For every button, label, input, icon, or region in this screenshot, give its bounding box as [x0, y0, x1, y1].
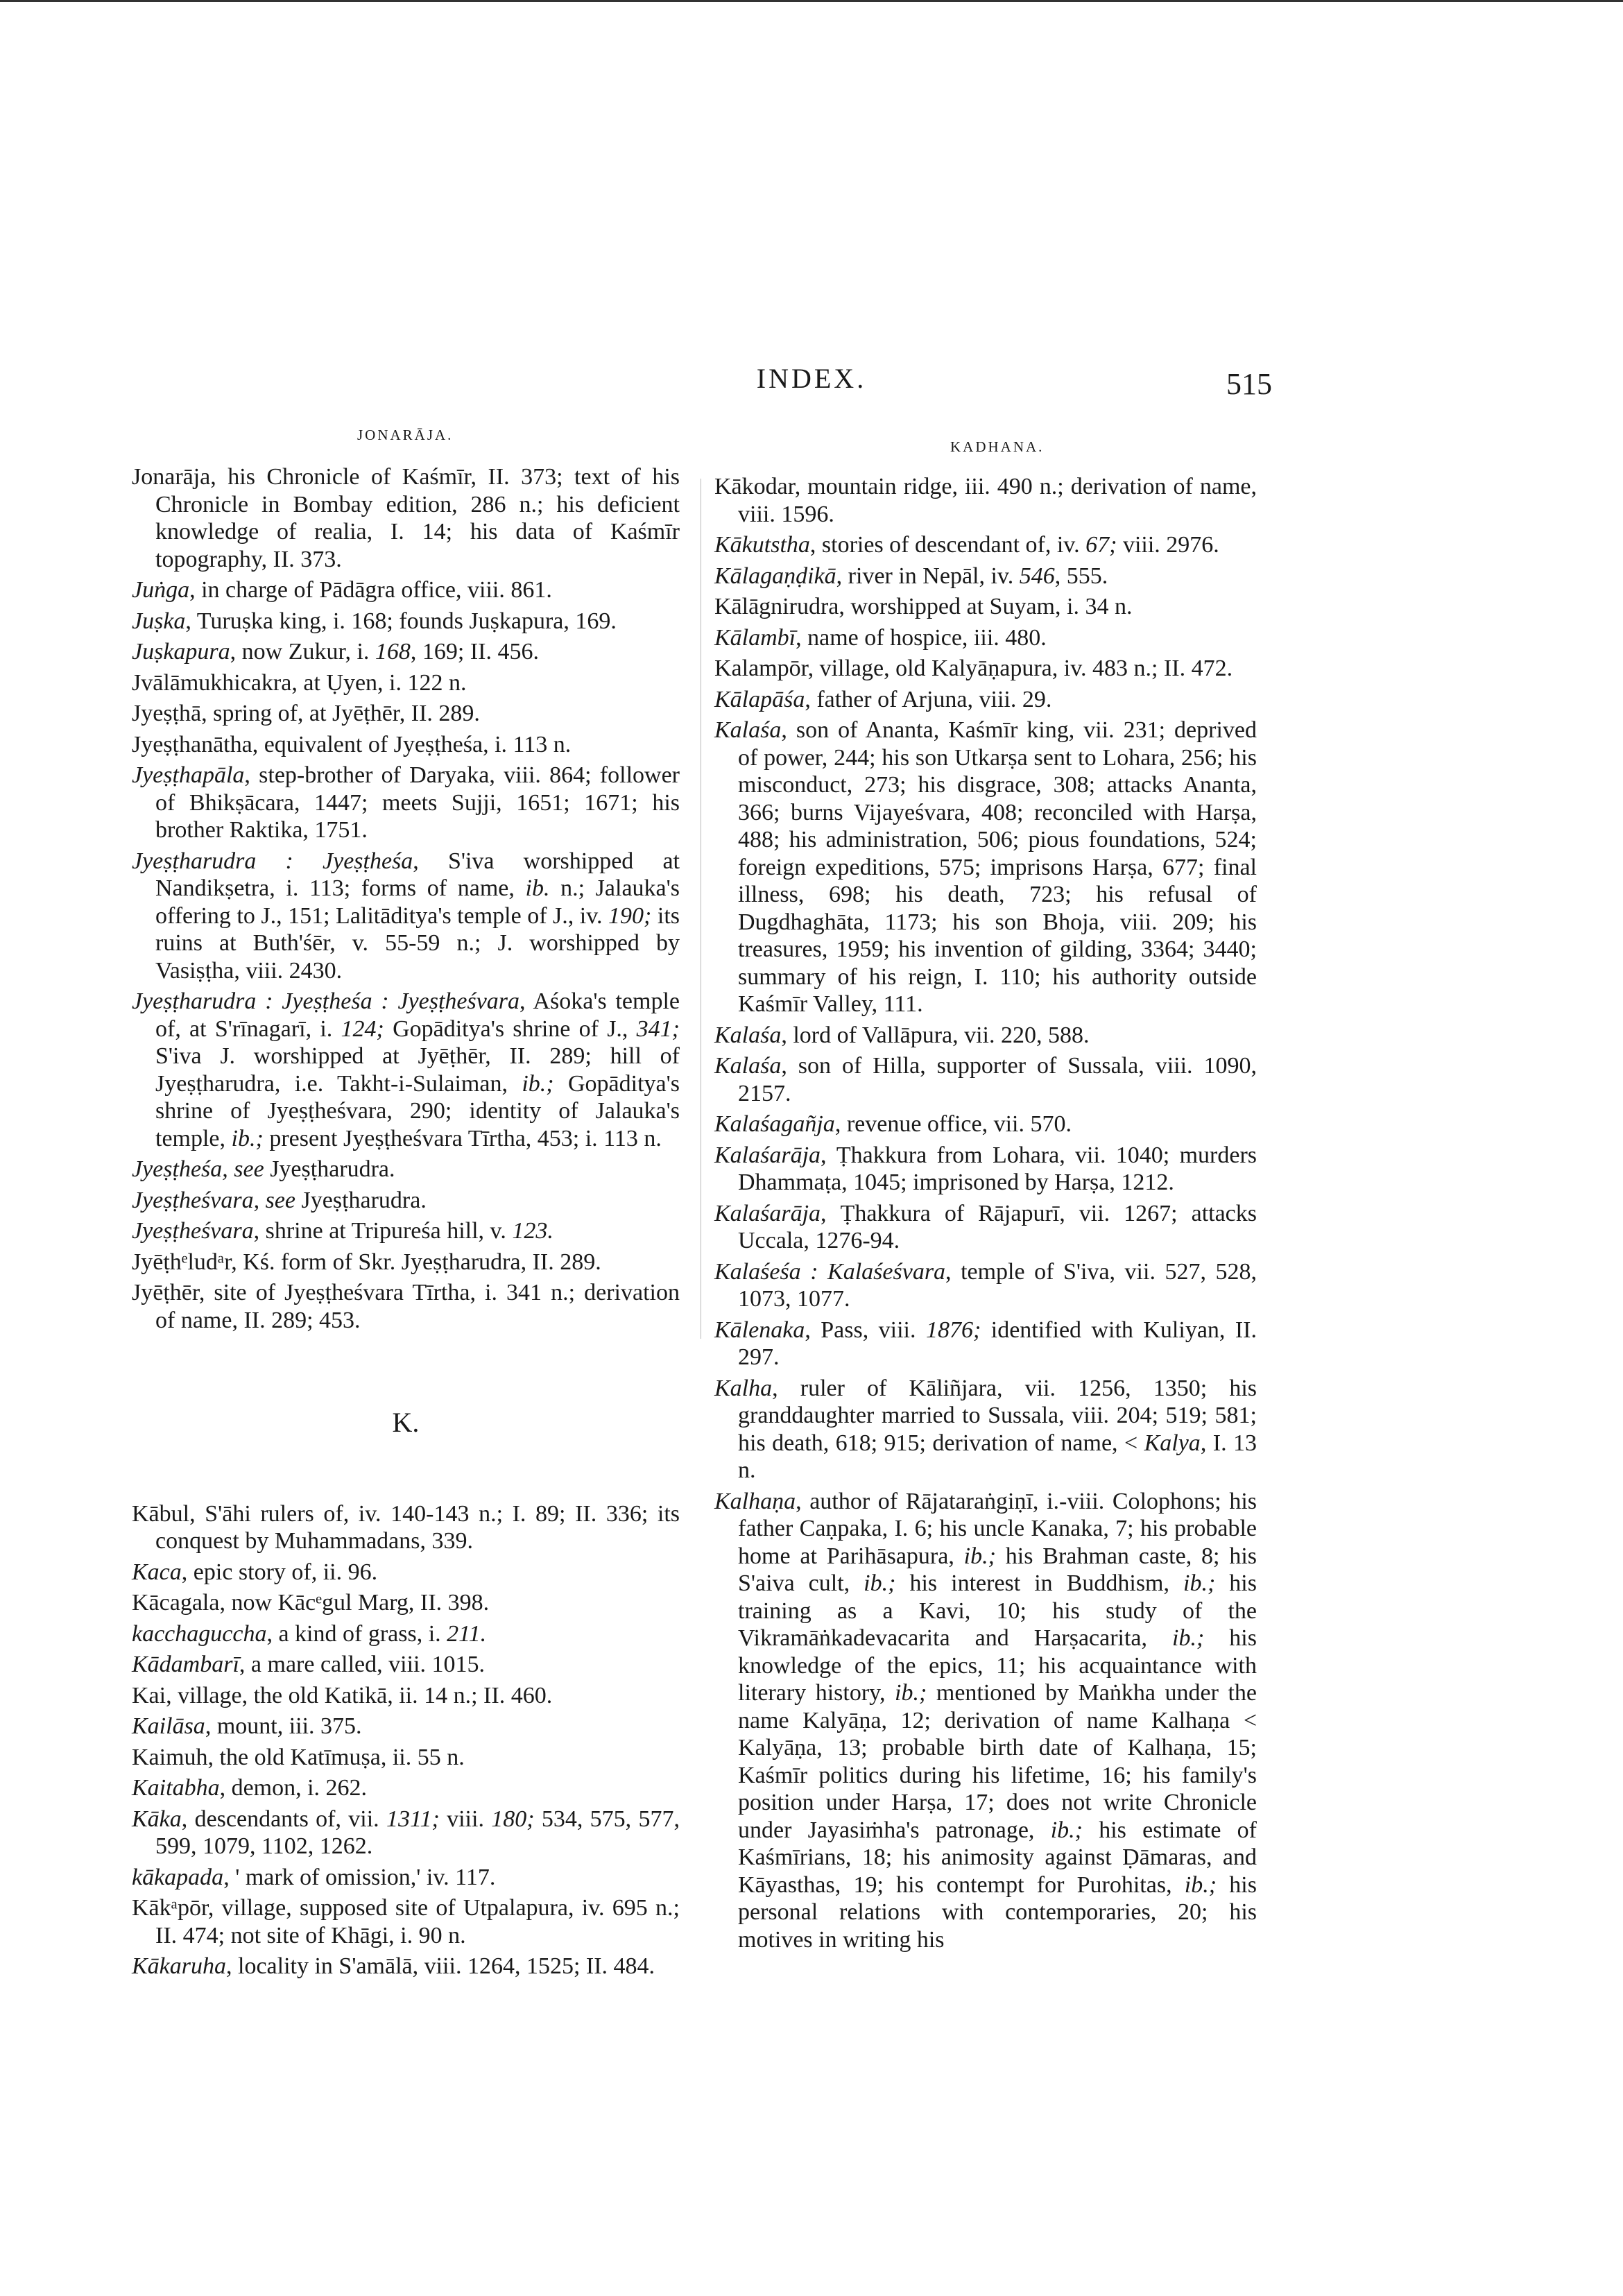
left-entries-k	[132, 1500, 680, 1980]
index-entry: Jyeṣṭharudra : Jyeṣṭheśa : Jyeṣṭheśvara, Aśoka's temple of, at S'rīnagarī, i. 124; Gopāditya's shrine of J., 341; S'iva J. worshipped at Jyēṭhēr, II. 289; hill of Jyeṣṭharudra, i.e. Takht-i-Sulaiman, ib.; Gopāditya's shrine of Jyeṣṭheśvara, 290; identity of Jalauka's temple, ib.; present Jyeṣṭheśvara Tīrtha, 453; i. 113 n.	[132, 988, 680, 1151]
right-column	[714, 473, 1257, 1953]
index-entry: Kālenaka, Pass, viii. 1876; identified with Kuliyan, II. 297.	[714, 1317, 1257, 1370]
index-entry: kacchaguccha, a kind of grass, i. 211.	[132, 1620, 487, 1647]
section-letter-k: K.	[392, 1407, 420, 1438]
index-entry: Kaca, epic story of, ii. 96.	[132, 1559, 378, 1585]
index-entry: Jyeṣṭhanātha, equivalent of Jyeṣṭheśa, i. 113 n.	[132, 731, 572, 757]
index-entry: Kālagaṇḍikā, river in Nepāl, iv. 546, 555.	[714, 563, 1108, 589]
index-entry: Kalampōr, village, old Kalyāṇapura, iv. 483 n.; II. 472.	[714, 656, 1233, 681]
index-entry: Kalaśarāja, Ṭhakkura of Rājapurī, vii. 1267; attacks Uccala, 1276-94.	[714, 1200, 1257, 1253]
index-entry: Juṣkapura, now Zukur, i. 168, 169; II. 456.	[132, 639, 539, 665]
index-entry: Kālāgnirudra, worshipped at Suyam, i. 34 n.	[714, 594, 1133, 619]
index-entry: Kālapāśa, father of Arjuna, viii. 29.	[714, 686, 1052, 712]
index-entry: Kālambī, name of hospice, iii. 480.	[714, 624, 1047, 651]
page-number: 515	[1226, 367, 1272, 401]
index-entry: Kalaśa, son of Ananta, Kaśmīr king, vii. 231; deprived of power, 244; his son Utkarṣa sent to Lohara, 256; his misconduct, 273; his disgrace, 308; attacks Ananta, 366; burns Vijayeśvara, 408; reconciled with Harṣa, 488; his administration, 506; pious foundations, 524; foreign expeditions, 575; imprisons Harṣa, 677; final illness, 698; his death, 723; his refusal of Dugdhaghāta, 1173; his son Bhoja, viii. 209; his treasures, 1959; his invention of gilding, 3364; 3440; summary of his reign, I. 110; his authority outside Kaśmīr Valley, 111.	[714, 717, 1257, 1017]
index-entry: Kākᵃpōr, village, supposed site of Utpalapura, iv. 695 n.; II. 474; not site of Khāgi, i. 90 n.	[132, 1895, 680, 1948]
index-entry: Jonarāja, his Chronicle of Kaśmīr, II. 373; text of his Chronicle in Bombay edition, 286 n.; his deficient knowledge of realia, I. 14; his data of Kaśmīr topography, II. 373.	[132, 464, 680, 572]
index-entry: Kai, village, the old Katikā, ii. 14 n.; II. 460.	[132, 1682, 553, 1708]
index-entry: Jyeṣṭhapāla, step-brother of Daryaka, viii. 864; follower of Bhikṣācara, 1447; meets Sujji, 1651; 1671; his brother Raktika, 1751.	[132, 762, 680, 843]
index-entry: Kākutstha, stories of descendant of, iv. 67; viii. 2976.	[714, 532, 1219, 558]
index-entry: Jyeṣṭharudra : Jyeṣṭheśa, S'iva worshipped at Nandikṣetra, i. 113; forms of name, ib. n.; Jalauka's offering to J., 151; Lalitāditya's temple of J., iv. 190; its ruins at Buth'śēr, v. 55-59 n.; J. worshipped by Vasiṣṭha, viii. 2430.	[132, 848, 680, 984]
left-entries-jonaraja	[132, 463, 680, 1334]
right-running-head: KADHANA.	[950, 438, 1045, 455]
index-entry: Kailāsa, mount, iii. 375.	[132, 1713, 362, 1739]
index-entry: Jyeṣṭheśvara, shrine at Tripureśa hill, v. 123.	[132, 1218, 553, 1244]
index-entry: Kalaśagañja, revenue office, vii. 570.	[714, 1111, 1072, 1137]
index-entry: Kalaśeśa : Kalaśeśvara, temple of S'iva, vii. 527, 528, 1073, 1077.	[714, 1258, 1257, 1312]
index-entry: Kalaśa, son of Hilla, supporter of Sussala, viii. 1090, 2157.	[714, 1053, 1257, 1106]
page-title: INDEX.	[756, 363, 867, 394]
left-running-head: JONARĀJA.	[357, 427, 454, 443]
top-border-rule	[0, 0, 1623, 2]
index-entry: Kaitabha, demon, i. 262.	[132, 1775, 368, 1801]
index-entry: kākapada, ' mark of omission,' iv. 117.	[132, 1864, 496, 1890]
index-entry: Jyeṣṭheśvara, see Jyeṣṭharudra.	[132, 1187, 427, 1213]
index-entry: Jyēṭhᵉludᵃr, Kś. form of Skr. Jyeṣṭharudra, II. 289.	[132, 1249, 601, 1275]
index-entry: Kaimuh, the old Katīmuṣa, ii. 55 n.	[132, 1744, 465, 1770]
index-entry: Jyēṭhēr, site of Jyeṣṭheśvara Tīrtha, i. 341 n.; derivation of name, II. 289; 453.	[132, 1280, 680, 1333]
index-entry: Kākodar, mountain ridge, iii. 490 n.; derivation of name, viii. 1596.	[714, 474, 1257, 527]
index-entry: Kāka, descendants of, vii. 1311; viii. 180; 534, 575, 577, 599, 1079, 1102, 1262.	[132, 1806, 680, 1859]
index-entry: Kalhaṇa, author of Rājataraṅgiṇī, i.-viii. Colophons; his father Caṇpaka, I. 6; his uncle Kanaka, 7; his probable home at Parihāsapura, ib.; his Brahman caste, 8; his S'aiva cult, ib.; his interest in Buddhism, ib.; his training as a Kavi, 10; his study of the Vikramāṅkadevacarita and Harṣacarita, ib.; his knowledge of the epics, 11; his acquaintance with literary history, ib.; mentioned by Maṅkha under the name Kalyāṇa, 12; derivation of name Kalhaṇa < Kalyāṇa, 13; probable birth date of Kalhaṇa, 15; Kaśmīr politics during his lifetime, 16; his family's position under Harṣa, 17; does not write Chronicle under Jayasiṁha's patronage, ib.; his estimate of Kaśmīrians, 18; his animosity against Ḍāmaras, and Kāyasthas, 19; his contempt for Purohitas, ib.; his personal relations with contemporaries, 20; his motives in writing his	[714, 1488, 1257, 1953]
index-entry: Kācagala, now Kācᵉgul Marg, II. 398.	[132, 1590, 490, 1616]
index-entry: Kābul, S'āhi rulers of, iv. 140-143 n.; I. 89; II. 336; its conquest by Muhammadans, 339.	[132, 1500, 680, 1554]
left-column	[132, 463, 680, 1980]
right-entries	[714, 473, 1257, 1953]
index-entry: Kalaśa, lord of Vallāpura, vii. 220, 588.	[714, 1022, 1090, 1048]
index-entry: Jyeṣṭhā, spring of, at Jyēṭhēr, II. 289.	[132, 701, 480, 726]
index-entry: Kākaruha, locality in S'amālā, viii. 1264, 1525; II. 484.	[132, 1953, 655, 1979]
index-entry: Jvālāmukhicakra, at Ụyen, i. 122 n.	[132, 669, 467, 696]
index-entry: Jyeṣṭheśa, see Jyeṣṭharudra.	[132, 1156, 395, 1182]
index-entry: Kādambarī, a mare called, viii. 1015.	[132, 1652, 485, 1677]
index-entry: Kalha, ruler of Kāliñjara, vii. 1256, 1350; his granddaughter married to Sussala, viii. 204; 519; 581; his death, 618; 915; derivation of name, < Kalya, I. 13 n.	[714, 1375, 1257, 1483]
index-entry: Kalaśarāja, Ṭhakkura from Lohara, vii. 1040; murders Dhammaṭa, 1045; imprisoned by Harṣa, 1212.	[714, 1142, 1257, 1195]
index-entry: Juṣka, Turuṣka king, i. 168; founds Juṣkapura, 169.	[132, 608, 617, 634]
index-entry: Juṅga, in charge of Pādāgra office, viii. 861.	[132, 577, 552, 603]
